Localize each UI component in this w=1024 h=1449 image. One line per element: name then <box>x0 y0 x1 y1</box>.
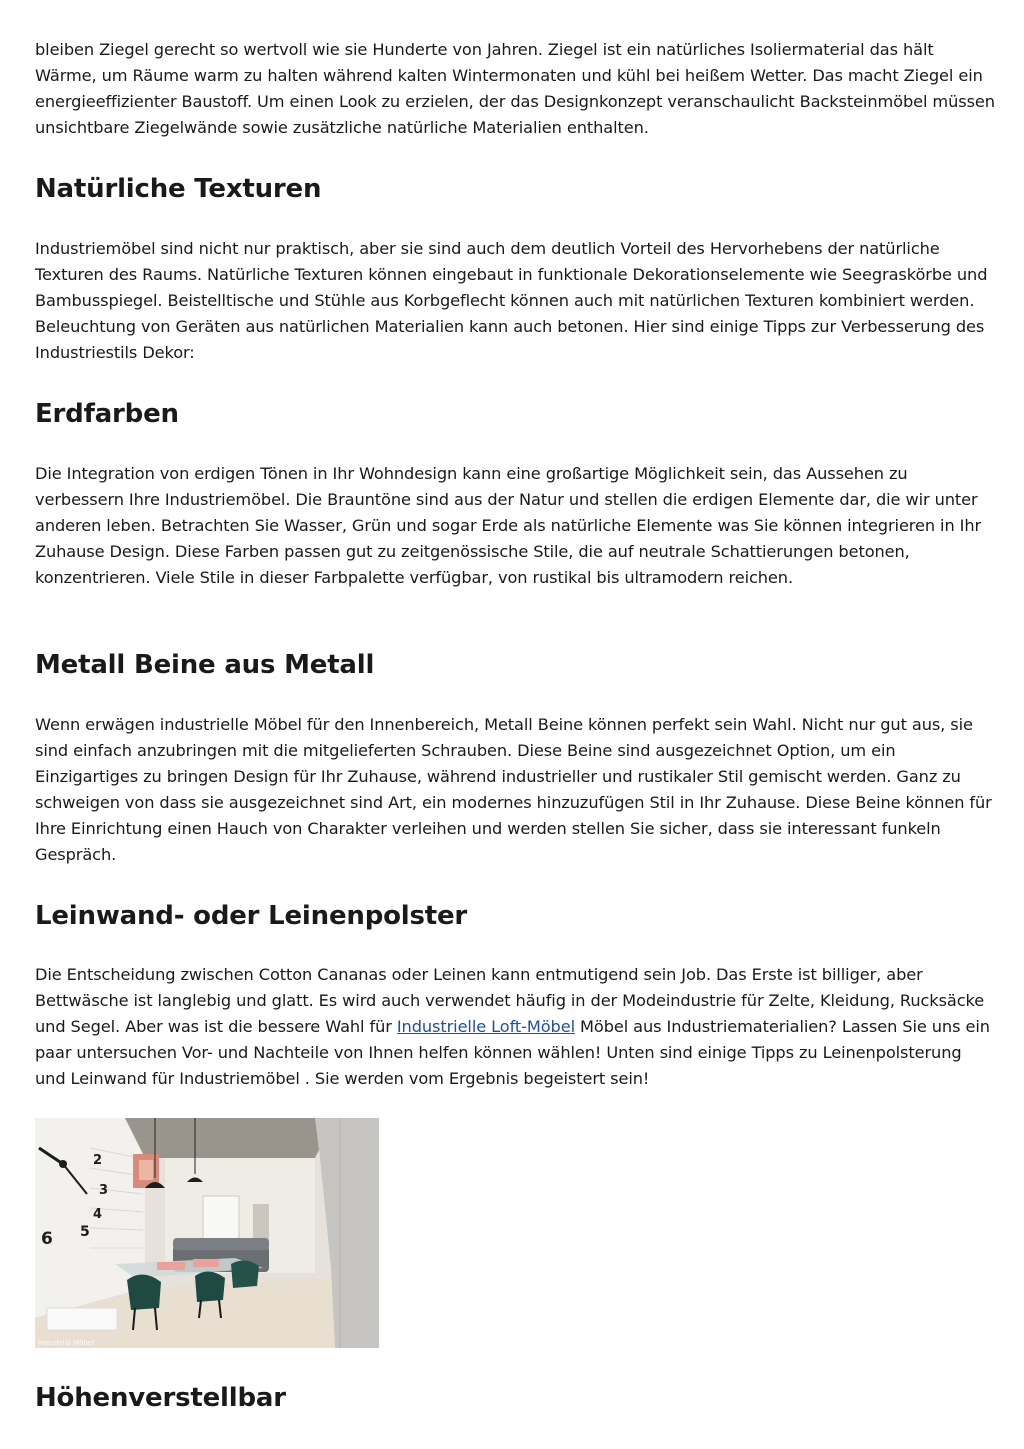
heading-earth-colors: Erdfarben <box>35 399 179 429</box>
paragraph-text: Die Entscheidung zwischen Cotton Cananas oder Leinen kann entmutigend sein Job. Das Erste ist billiger, aber Bettwäsche ist langlebig und glatt. Es wird auch verwendet häufig in der Modeindustrie für Zelte, Kleidung, Rucksäcke und Segel. Aber was ist die bessere Wahl für <box>35 965 985 1036</box>
paragraph-canvas-linen <box>35 962 995 1092</box>
paragraph-natural-textures: Industriemöbel sind nicht nur praktisch, aber sie sind auch dem deutlich Vorteil des Hervorhebens der natürliche Texturen des Raums. Natürliche Texturen können eingebaut in funktionale Dekorationselemente wie Seegraskörbe und Bambusspiegel. Beistelltische und Stühle aus Korbgeflecht können auch mit natürlichen Texturen kombiniert werden. Beleuchtung von Geräten aus natürlichen Materialien kann auch betonen. Hier sind einige Tipps zur Verbesserung des Industriestils Dekor: <box>35 239 988 362</box>
paragraph-brick-intro: bleiben Ziegel gerecht so wertvoll wie sie Hunderte von Jahren. Ziegel ist ein natürliches Isoliermaterial das hält Wärme, um Räume warm zu halten während kalten Wintermonaten und kühl bei heißem Wetter. Das macht Ziegel ein energieeffizienter Baustoff. Um einen Look zu erzielen, der das Designkonzept veranschaulicht Backsteinmöbel müssen unsichtbare Ziegelwände sowie zusätzliche natürliche Materialien enthalten. <box>35 40 995 137</box>
paragraph-text: Möbel aus Industriematerialien? Lassen Sie uns ein paar untersuchen Vor- und Nachteile von Ihnen helfen können wählen! Unten sind einige Tipps zu Leinenpolsterung und Leinwand für Industriemöbel . Sie werden vom Ergebnis begeistert sein! <box>35 1017 990 1088</box>
photo-caption: Industrial Möbel <box>38 1339 95 1347</box>
clock-number: 4 <box>93 1207 103 1222</box>
paragraph-metal-legs: Wenn erwägen industrielle Möbel für den Innenbereich, Metall Beine können perfekt sein Wahl. Nicht nur gut aus, sie sind einfach anzubringen mit die mitgelieferten Schrauben. Diese Beine sind ausgezeichnet Option, um ein Einzigartiges zu bringen Design für Ihr Zuhause, während industrieller und rustikaler Stil gemischt werden. Ganz zu schweigen von dass sie ausgezeichnet sind Art, ein modernes hinzuzufügen Stil in Ihr Zuhause. Diese Beine können für Ihre Einrichtung einen Hauch von Charakter verleihen und werden stellen Sie sicher, dass sie interessant funkeln Gespräch. <box>35 715 992 864</box>
heading-natural-textures: Natürliche Texturen <box>35 174 322 204</box>
clock-number: 2 <box>93 1153 103 1168</box>
interior-photo <box>35 1118 379 1348</box>
industrial-loft-furniture-link[interactable]: Industrielle Loft-Möbel <box>396 1017 575 1036</box>
paragraph-earth-colors: Die Integration von erdigen Tönen in Ihr Wohndesign kann eine großartige Möglichkeit sein, das Aussehen zu verbessern Ihre Industriemöbel. Die Brauntöne sind aus der Natur und stellen die erdigen Elemente dar, die wir unter anderen leben. Betrachten Sie Wasser, Grün und sogar Erde als natürliche Elemente was Sie können integrieren in Ihr Zuhause Design. Diese Farben passen gut zu zeitgenössische Stile, die auf neutrale Schattierungen betonen, konzentrieren. Viele Stile in dieser Farbpalette verfügbar, von rustikal bis ultramodern reichen. <box>35 464 982 587</box>
clock-number: 5 <box>80 1224 90 1240</box>
clock-number: 3 <box>99 1183 109 1198</box>
heading-canvas-linen: Leinwand- oder Leinenpolster <box>35 901 468 931</box>
heading-metal-legs: Metall Beine aus Metall <box>35 650 375 680</box>
interior-photo-drawing <box>35 1118 379 1348</box>
clock-number: 6 <box>41 1229 53 1249</box>
heading-height-adjustable: Höhenverstellbar <box>35 1383 286 1413</box>
